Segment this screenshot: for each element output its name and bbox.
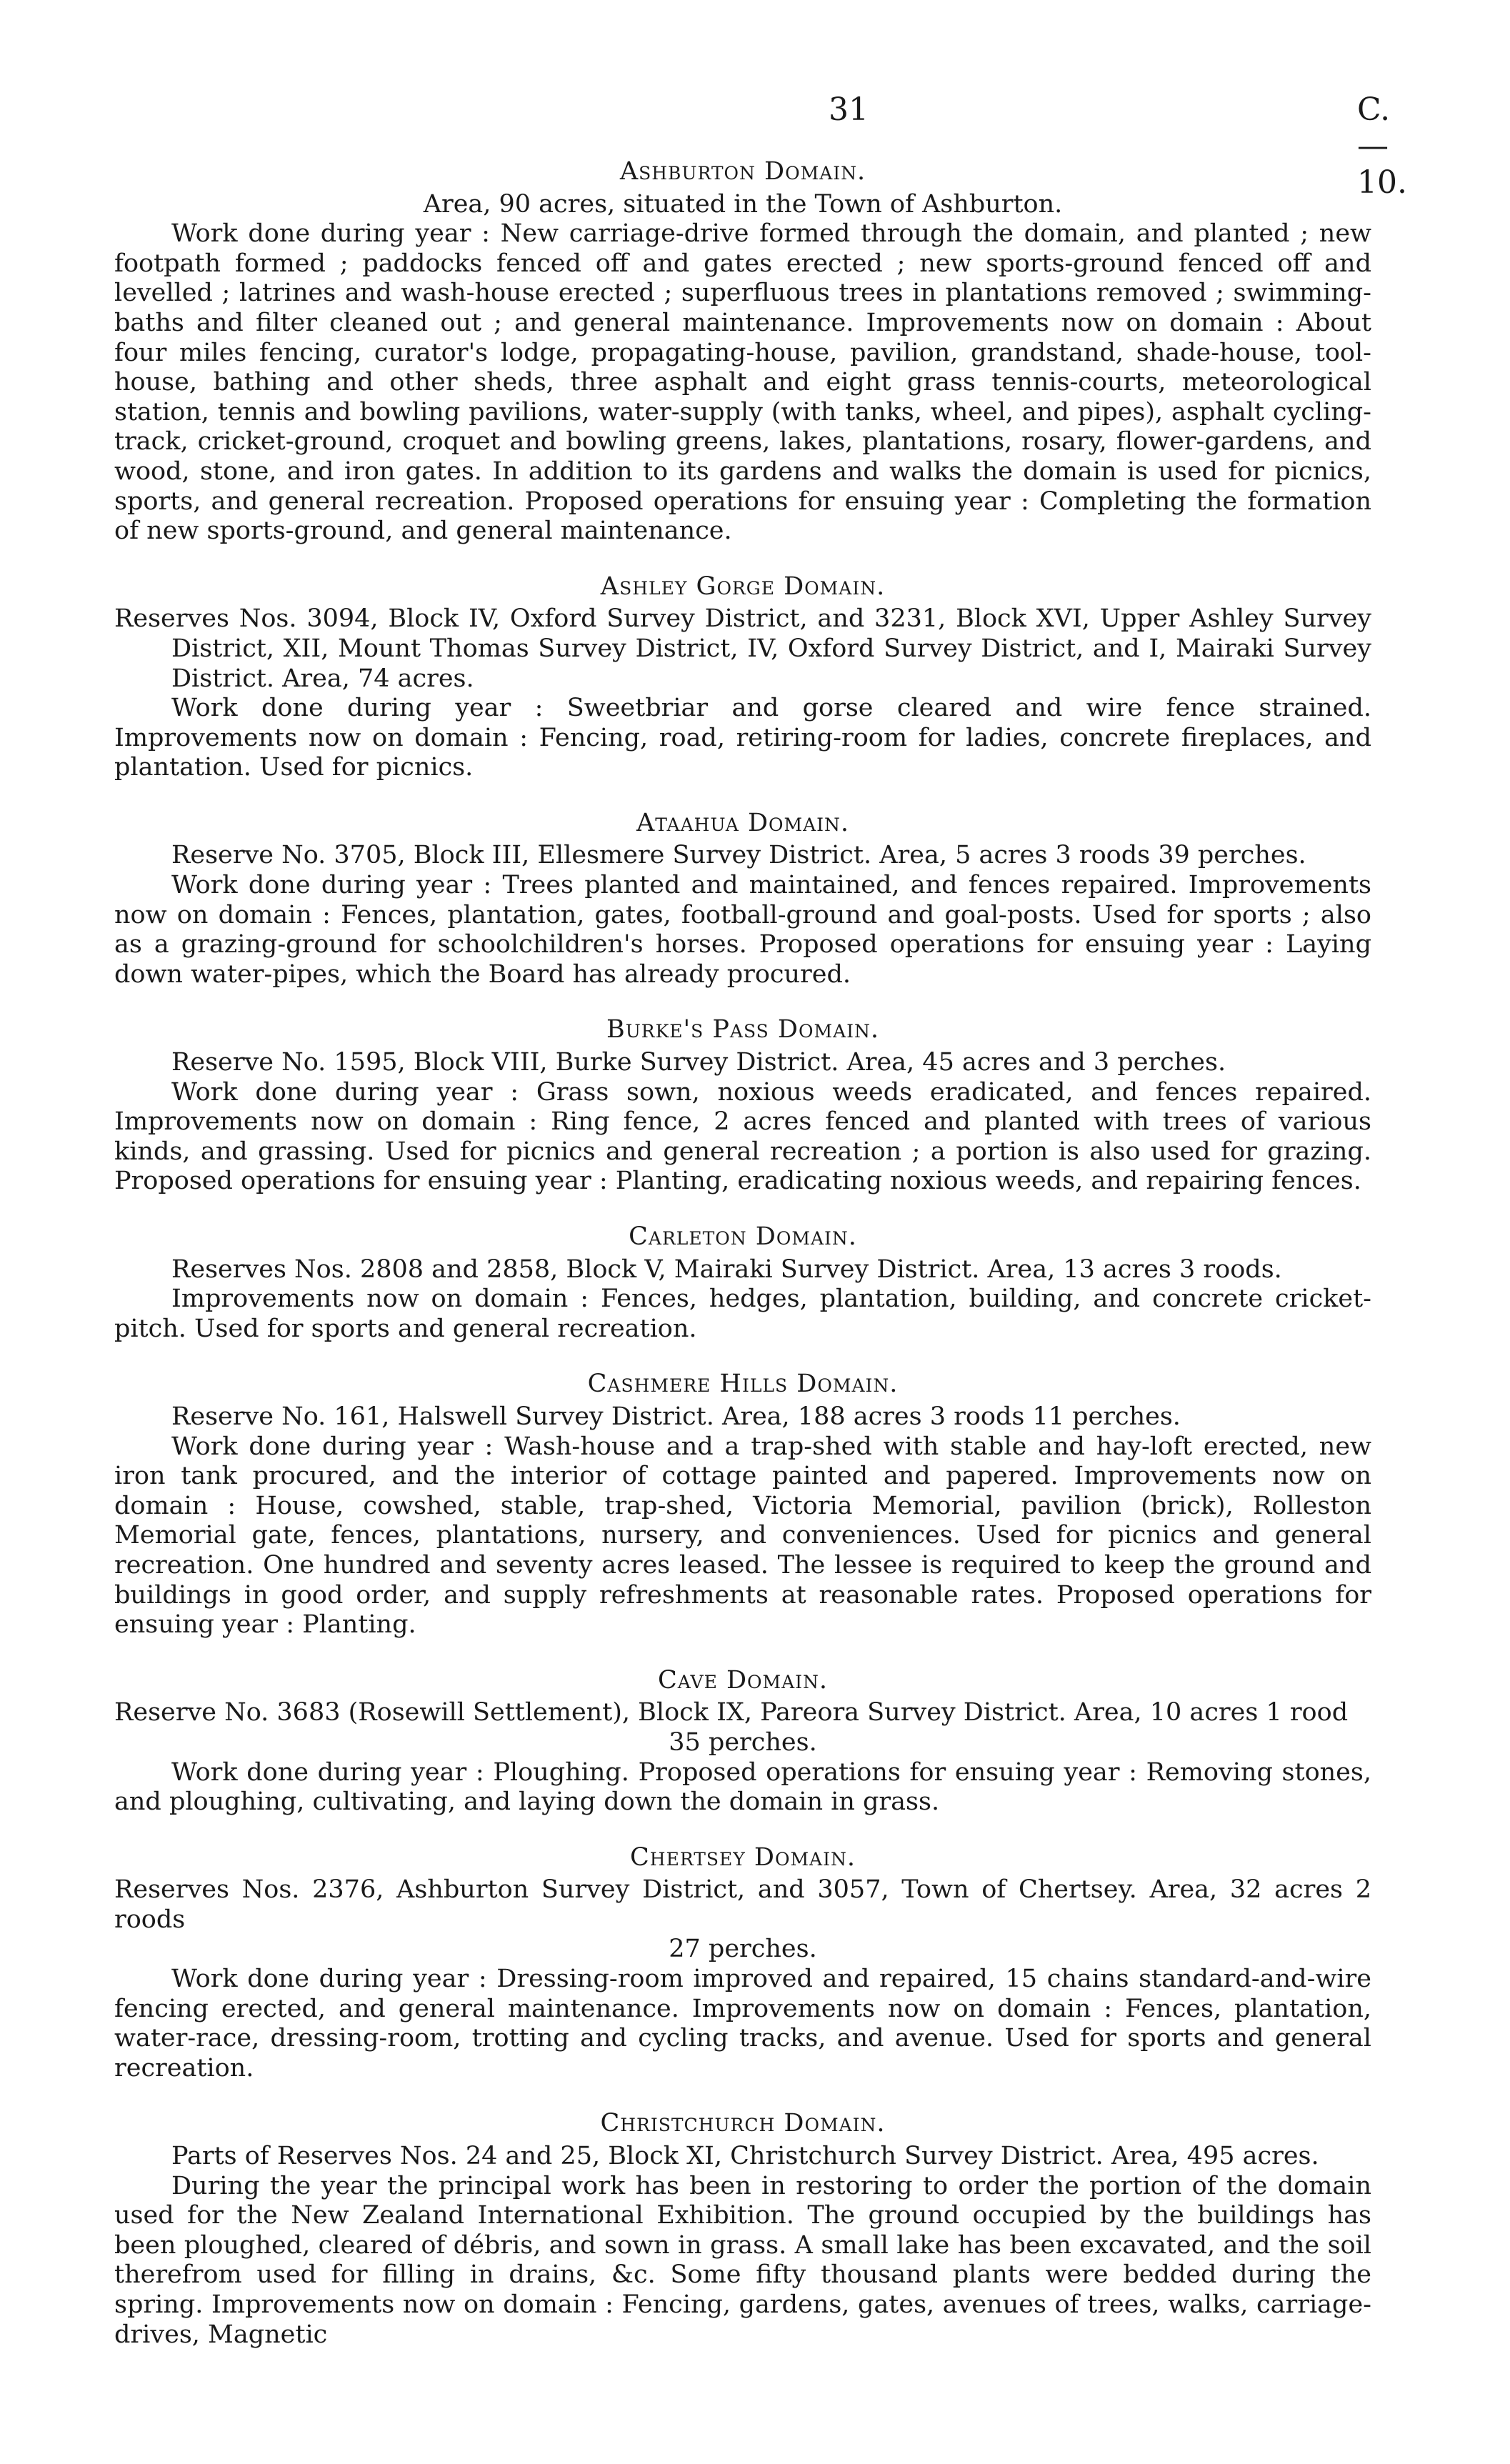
section-body-ashburton: Work done during year : New carriage-drive formed through the domain, and planted ; new footpath formed ; paddocks fenced off and gates erected ; new sports-ground fenced off and levelled ; latrines and wash-house erected ; superfluous trees in plantations removed ; swimming-baths and filter cleaned out ; and general maintenance. Improvements now on domain : About four miles fencing, curator's lodge, propagating-house, pavilion, grandstand, shade-house, tool-house, bathing and other sheds, three asphalt and eight grass tennis-courts, meteorological station, tennis and bowling pavilions, water-supply (with tanks, wheel, and pipes), asphalt cycling-track, cricket-ground, croquet and bowling greens, lakes, plantations, rosary, flower-gardens, and wood, stone, and iron gates. In addition to its gardens and walks the domain is used for picnics, sports, and general recreation. Proposed operations for ensuing year : Completing the formation of new sports-ground, and general maintenance. <box>114 219 1371 546</box>
section-title-cave: Cave Domain. <box>657 1665 829 1695</box>
section-meta-christchurch: Parts of Reserves Nos. 24 and 25, Block XI, Christchurch Survey District. Area, 495 acres. <box>171 2142 1319 2171</box>
section-title-ashburton: Ashburton Domain. <box>619 157 866 186</box>
section-meta-carleton: Reserves Nos. 2808 and 2858, Block V, Mairaki Survey District. Area, 13 acres 3 roods. <box>171 1255 1282 1284</box>
section-body-burkes-pass: Work done during year : Grass sown, noxious weeds eradicated, and fences repaired. Improvements now on domain : Ring fence, 2 acres fenced and planted with trees of various kinds, and grassing. Used for picnics and general recreation ; a portion is also used for grazing. Proposed operations for ensuing year : Planting, eradicating noxious weeds, and repairing fences. <box>114 1077 1371 1196</box>
section-body-cave: Work done during year : Ploughing. Proposed operations for ensuing year : Removing stones, and ploughing, cultivating, and laying down the domain in grass. <box>114 1757 1371 1817</box>
section-title-ashley-gorge: Ashley Gorge Domain. <box>600 572 886 601</box>
section-body-christchurch: During the year the principal work has been in restoring to order the portion of the domain used for the New Zealand International Exhibition. The ground occupied by the buildings has been ploughed, cleared of débris, and sown in grass. A small lake has been excavated, and the soil therefrom used for filling in drains, &c. Some fifty thousand plants were bedded during the spring. Improvements now on domain : Fencing, gardens, gates, avenues of trees, walks, carriage-drives, Magnetic <box>114 2171 1371 2349</box>
section-title-cashmere-hills: Cashmere Hills Domain. <box>587 1370 899 1399</box>
report-code: C.—10. <box>1357 91 1407 201</box>
section-meta-tail-chertsey: 27 perches. <box>669 1935 817 1964</box>
page-number: 31 <box>829 91 869 128</box>
section-meta-burkes-pass: Reserve No. 1595, Block VIII, Burke Survey District. Area, 45 acres and 3 perches. <box>171 1048 1226 1077</box>
section-meta-ashburton: Area, 90 acres, situated in the Town of Ashburton. <box>423 189 1063 219</box>
section-meta-chertsey: Reserves Nos. 2376, Ashburton Survey District, and 3057, Town of Chertsey. Area, 32 acres 2 roods <box>114 1875 1371 1934</box>
section-title-christchurch: Christchurch Domain. <box>600 2109 886 2138</box>
section-body-chertsey: Work done during year : Dressing-room improved and repaired, 15 chains standard-and-wire fencing erected, and general maintenance. Improvements now on domain : Fences, plantation, water-race, dressing-room, trotting and cycling tracks, and avenue. Used for sports and general recreation. <box>114 1965 1371 2083</box>
section-body-ataahua: Work done during year : Trees planted and maintained, and fences repaired. Improvements now on domain : Fences, plantation, gates, football-ground and goal-posts. Used for sports ; also as a grazing-ground for schoolchildren's horses. Proposed operations for ensuing year : Laying down water-pipes, which the Board has already procured. <box>114 871 1371 989</box>
section-meta-ataahua: Reserve No. 3705, Block III, Ellesmere Survey District. Area, 5 acres 3 roods 39 perches. <box>171 841 1306 870</box>
section-title-ataahua: Ataahua Domain. <box>636 808 850 837</box>
section-body-ashley-gorge: Work done during year : Sweetbriar and gorse cleared and wire fence strained. Improvements now on domain : Fencing, road, retiring-room for ladies, concrete fireplaces, and plantation. Used for picnics. <box>114 694 1371 782</box>
section-meta-cave: Reserve No. 3683 (Rosewill Settlement), Block IX, Pareora Survey District. Area, 10 acres 1 rood <box>114 1698 1349 1727</box>
document-body <box>114 157 1371 2350</box>
section-body-cashmere-hills: Work done during year : Wash-house and a trap-shed with stable and hay-loft erected, new iron tank procured, and the interior of cottage painted and papered. Improvements now on domain : House, cowshed, stable, trap-shed, Victoria Memorial, pavilion (brick), Rolleston Memorial gate, fences, plantations, nursery, and conveniences. Used for picnics and general recreation. One hundred and seventy acres leased. The lessee is required to keep the ground and buildings in good order, and supply refreshments at reasonable rates. Proposed operations for ensuing year : Planting. <box>114 1432 1371 1640</box>
section-title-carleton: Carleton Domain. <box>629 1222 857 1251</box>
section-title-burkes-pass: Burke's Pass Domain. <box>606 1015 880 1044</box>
section-meta-tail-cave: 35 perches. <box>669 1727 817 1757</box>
section-title-chertsey: Chertsey Domain. <box>630 1842 856 1872</box>
section-meta-ashley-gorge: Reserves Nos. 3094, Block IV, Oxford Survey District, and 3231, Block XVI, Upper Ashley Survey District, XII, Mount Thomas Survey District, IV, Oxford Survey District, and I, Mairaki Survey District. Area, 74 acres. <box>114 604 1371 693</box>
section-meta-cashmere-hills: Reserve No. 161, Halswell Survey District. Area, 188 acres 3 roods 11 perches. <box>171 1402 1181 1431</box>
section-body-carleton: Improvements now on domain : Fences, hedges, plantation, building, and concrete cricket-pitch. Used for sports and general recreation. <box>114 1285 1371 1343</box>
